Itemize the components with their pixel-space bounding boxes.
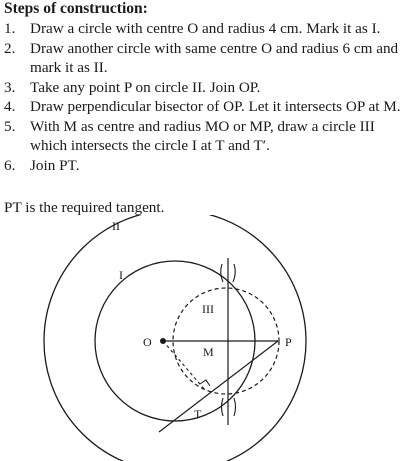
step-number: 3. bbox=[4, 78, 16, 96]
step-item bbox=[4, 97, 402, 117]
step-item bbox=[4, 117, 402, 156]
step-number: 2. bbox=[4, 39, 16, 57]
arc-mark-upper-left bbox=[221, 264, 223, 282]
step-number: 5. bbox=[4, 117, 16, 135]
right-angle-mark bbox=[200, 380, 210, 386]
label-midpoint-m: M bbox=[203, 345, 214, 359]
label-circle-one: I bbox=[119, 268, 123, 282]
label-point-t: T bbox=[194, 407, 202, 421]
label-point-p: P bbox=[285, 335, 292, 349]
step-number: 4. bbox=[4, 98, 16, 115]
step-text: Draw perpendicular bisector of OP. Let it intersects OP at M. bbox=[30, 98, 401, 115]
construction-figure bbox=[0, 215, 406, 461]
step-item bbox=[4, 156, 402, 176]
label-circle-two: II bbox=[112, 219, 120, 233]
step-number: 6. bbox=[4, 156, 16, 174]
step-item bbox=[4, 19, 402, 39]
step-item bbox=[4, 39, 402, 78]
step-item bbox=[4, 78, 402, 98]
step-text: With M as centre and radius MO or MP, draw a circle III which intersects the circle I at T and T′. bbox=[30, 117, 375, 154]
circle-two bbox=[44, 215, 306, 461]
tangent-line-pt bbox=[159, 341, 278, 432]
label-centre-o: O bbox=[143, 335, 152, 349]
step-text: Take any point P on circle II. Join OP. bbox=[30, 78, 261, 96]
step-text: Draw another circle with same centre O and radius 6 cm and mark it as II. bbox=[30, 39, 399, 76]
segment-ot-dashed bbox=[163, 341, 205, 390]
arc-mark-upper-right bbox=[233, 264, 235, 282]
label-circle-three: III bbox=[202, 302, 214, 316]
step-number: 1. bbox=[4, 20, 16, 37]
step-text: Join PT. bbox=[30, 156, 80, 174]
conclusion-text: PT is the required tangent. bbox=[4, 199, 165, 216]
section-heading: Steps of construction: bbox=[4, 0, 148, 17]
step-text: Draw a circle with centre O and radius 4 cm. Mark it as I. bbox=[30, 20, 381, 37]
arc-mark-lower-left bbox=[222, 398, 224, 416]
construction-steps-list bbox=[4, 19, 402, 175]
centre-point-o bbox=[160, 338, 166, 344]
arc-mark-lower-right bbox=[234, 398, 236, 416]
